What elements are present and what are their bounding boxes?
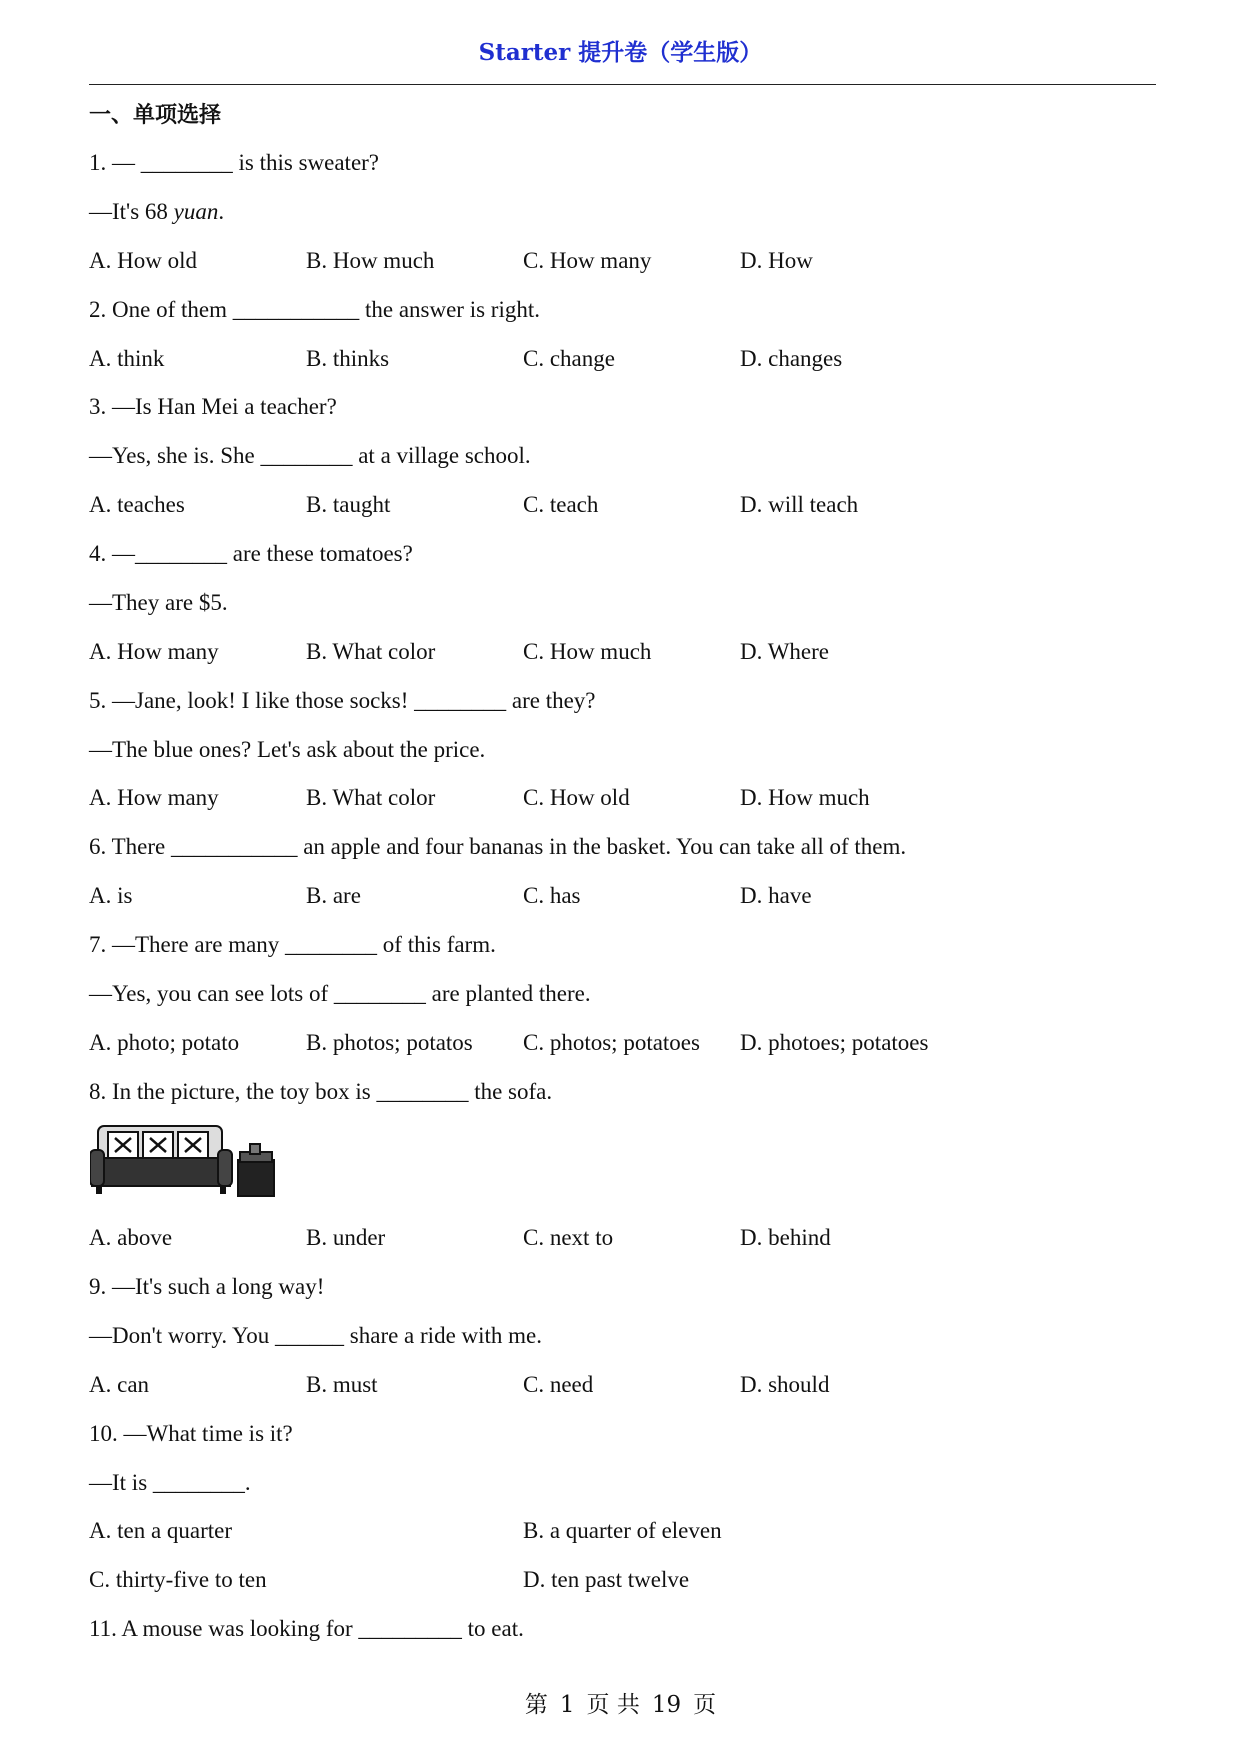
q1-option-b[interactable]: B. How much [306,248,435,273]
q9-option-b[interactable]: B. must [306,1372,378,1397]
q2-option-a[interactable]: A. think [89,346,165,371]
footer-page-number: 1 [559,1692,575,1718]
footer-middle: 页 共 [586,1692,640,1718]
q9-option-a[interactable]: A. can [89,1372,150,1397]
q9-stem: 9. —It's such a long way! [89,1274,325,1299]
q5-answer-line: —The blue ones? Let's ask about the price. [89,737,486,762]
sofa-toybox-picture [90,1120,280,1208]
q11-stem: 11. A mouse was looking for _________ to eat. [89,1616,524,1641]
q7-answer-line: —Yes, you can see lots of ________ are planted there. [89,981,591,1006]
q4-option-c[interactable]: C. How much [523,639,652,664]
q7-option-a[interactable]: A. photo; potato [89,1030,240,1055]
q8-option-d[interactable]: D. behind [740,1225,831,1250]
q7-option-d[interactable]: D. photoes; potatoes [740,1030,929,1055]
q10-stem: 10. —What time is it? [89,1421,293,1446]
footer-prefix: 第 [524,1692,548,1718]
q4-option-a[interactable]: A. How many [89,639,219,664]
q4-option-d[interactable]: D. Where [740,639,829,664]
q6-option-c[interactable]: C. has [523,883,581,908]
page-footer [0,1686,1241,1719]
q3-answer-line: —Yes, she is. She ________ at a village school. [89,443,531,468]
q4-answer-line: —They are $5. [89,590,228,615]
q10-answer-line: —It is ________. [89,1470,251,1495]
q7-stem: 7. —There are many ________ of this farm. [89,932,496,957]
q3-stem: 3. —Is Han Mei a teacher? [89,394,337,419]
q5-stem: 5. —Jane, look! I like those socks! ________ are they? [89,688,596,713]
q10-option-b[interactable]: B. a quarter of eleven [523,1518,722,1543]
footer-total-pages: 19 [651,1692,682,1718]
q3-option-c[interactable]: C. teach [523,492,599,517]
q10-option-a[interactable]: A. ten a quarter [89,1518,233,1543]
q5-option-c[interactable]: C. How old [523,785,630,810]
q5-option-b[interactable]: B. What color [306,785,436,810]
q1-option-a[interactable]: A. How old [89,248,197,273]
footer-suffix: 页 [693,1692,717,1718]
q4-option-b[interactable]: B. What color [306,639,436,664]
q8-option-b[interactable]: B. under [306,1225,386,1250]
q1-option-d[interactable]: D. How [740,248,813,273]
q8-option-a[interactable]: A. above [89,1225,173,1250]
q4-stem: 4. —________ are these tomatoes? [89,541,413,566]
q1-option-c[interactable]: C. How many [523,248,652,273]
q2-option-d[interactable]: D. changes [740,346,843,371]
q8-stem: 8. In the picture, the toy box is ________ the sofa. [89,1079,553,1104]
header-divider [89,84,1156,85]
q3-option-d[interactable]: D. will teach [740,492,859,517]
q1-stem: 1. — ________ is this sweater? [89,150,380,175]
q2-stem: 2. One of them ___________ the answer is right. [89,297,540,322]
q1-answer-line: —It's 68 yuan. [89,199,225,224]
q5-option-d[interactable]: D. How much [740,785,870,810]
q10-option-c[interactable]: C. thirty-five to ten [89,1567,267,1592]
q6-stem: 6. There ___________ an apple and four bananas in the basket. You can take all of them. [89,834,907,859]
page-header-title: Starter 提升卷（学生版） [478,39,763,66]
q3-option-b[interactable]: B. taught [306,492,391,517]
q9-answer-line: —Don't worry. You ______ share a ride with me. [89,1323,543,1348]
q6-option-d[interactable]: D. have [740,883,812,908]
q2-option-b[interactable]: B. thinks [306,346,390,371]
q7-option-c[interactable]: C. photos; potatoes [523,1030,700,1055]
q9-option-c[interactable]: C. need [523,1372,594,1397]
q9-option-d[interactable]: D. should [740,1372,830,1397]
q7-option-b[interactable]: B. photos; potatos [306,1030,473,1055]
q10-option-d[interactable]: D. ten past twelve [523,1567,690,1592]
q2-option-c[interactable]: C. change [523,346,615,371]
q6-option-b[interactable]: B. are [306,883,361,908]
q8-option-c[interactable]: C. next to [523,1225,614,1250]
section-title: 一、单项选择 [89,102,222,128]
q5-option-a[interactable]: A. How many [89,785,219,810]
q6-option-a[interactable]: A. is [89,883,133,908]
q3-option-a[interactable]: A. teaches [89,492,185,517]
